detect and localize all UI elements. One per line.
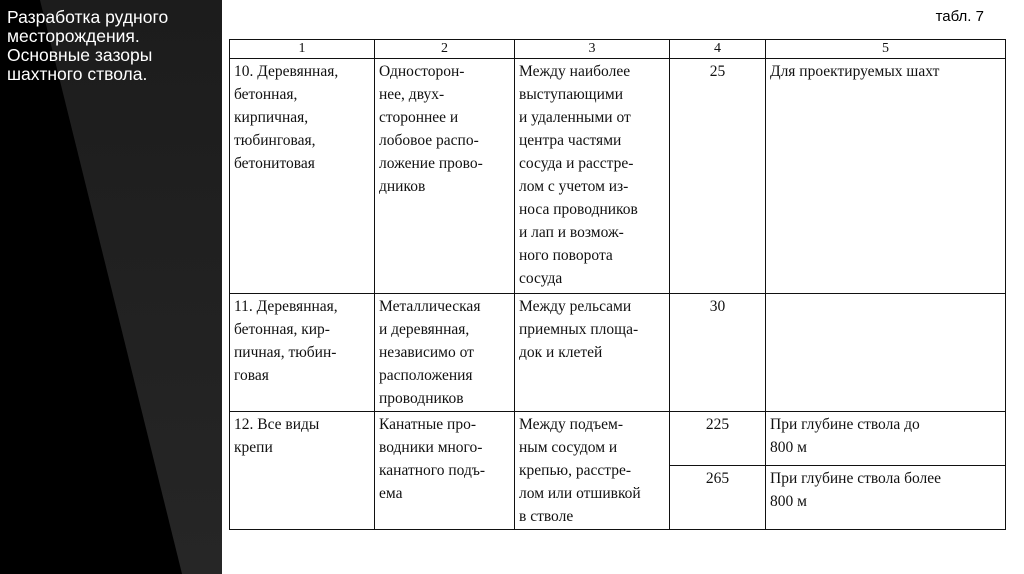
table-number: табл. 7 [935,8,984,25]
clearance-value-cell: 265 [670,465,766,529]
table-row [230,294,1006,412]
table-row [230,59,1006,294]
clearance-location-cell: Между рельсами приемных площа- док и клетей [515,294,670,412]
header-cell: 5 [766,40,1006,59]
table-row [230,412,1006,466]
header-cell: 4 [670,40,766,59]
lining-type-cell: 12. Все виды крепи [230,412,375,530]
content-panel [222,0,1024,574]
note-cell: При глубине ствола до 800 м [766,412,1006,466]
note-cell [766,294,1006,412]
clearance-value-cell: 225 [670,412,766,466]
slide-title: Разработка рудного месторождения. Основные зазоры шахтного ствола. [7,7,169,84]
lining-type-cell: 11. Деревянная, бетонная, кир- пичная, тюбин- говая [230,294,375,412]
header-row [230,40,1006,59]
lining-type-cell: 10. Деревянная, бетонная, кирпичная, тюбинговая, бетонитовая [230,59,375,294]
clearance-table [229,39,1006,530]
clearance-location-cell: Между наиболее выступающими и удаленными от центра частями сосуда и расстре- лом с учетом из- носа проводников и лап и возмож- ного поворота сосуда [515,59,670,294]
header-cell: 1 [230,40,375,59]
guide-type-cell: Односторон- нее, двух- стороннее и лобовое распо- ложение прово- дников [375,59,515,294]
note-cell: Для проектируемых шахт [766,59,1006,294]
guide-type-cell: Канатные про- водники много- канатного подъ- ема [375,412,515,530]
decorative-wedge [0,0,222,574]
clearance-value-cell: 30 [670,294,766,412]
note-cell: При глубине ствола более 800 м [766,465,1006,529]
clearance-value-cell: 25 [670,59,766,294]
header-cell: 3 [515,40,670,59]
title-panel [0,0,222,574]
guide-type-cell: Металлическая и деревянная, независимо от расположения проводников [375,294,515,412]
clearance-location-cell: Между подъем- ным сосудом и крепью, расстре- лом или отшивкой в стволе [515,412,670,530]
header-cell: 2 [375,40,515,59]
